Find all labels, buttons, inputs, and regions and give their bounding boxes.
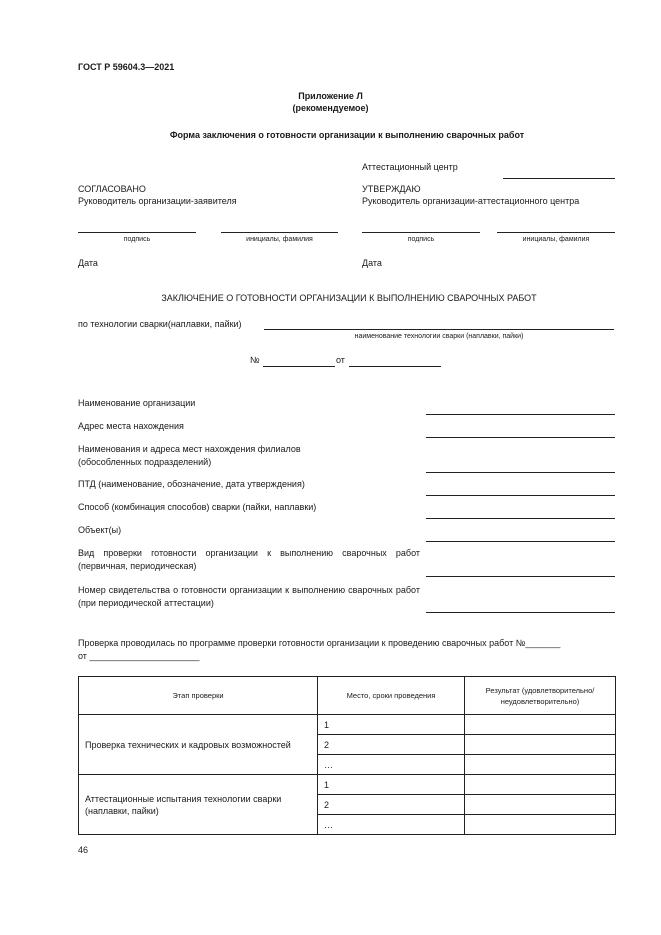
cert-center-line [503, 178, 615, 179]
applicant-head-role: Руководитель организации-заявителя [78, 196, 237, 206]
technology-caption: наименование технологии сварки (наплавки, пайки) [354, 333, 524, 340]
field-org-name: Наименование организации [78, 398, 196, 408]
row-number-cell: … [318, 755, 465, 775]
appendix-type: (рекомендуемое) [292, 103, 369, 113]
right-signature-line [362, 232, 480, 233]
field-certificate-number: Номер свидетельства о готовности организации к выполнению сварочных работ (при периодической аттестации) [78, 585, 420, 608]
form-title: Форма заключения о готовности организации к выполнению сварочных работ [169, 130, 525, 140]
number-line [263, 366, 335, 367]
appendix-title: Приложение Л [298, 91, 363, 101]
header-result: Результат (удовлетворительно/ неудовлетворительно) [465, 677, 616, 715]
program-line-2: от ______________________ [78, 651, 200, 661]
header-stage: Этап проверки [79, 677, 318, 715]
technology-line [264, 329, 614, 330]
field-objects: Объект(ы) [78, 525, 122, 535]
left-name-caption: инициалы, фамилия [246, 236, 313, 243]
stages-table [78, 676, 616, 835]
left-name-line [221, 232, 338, 233]
conclusion-title: ЗАКЛЮЧЕНИЕ О ГОТОВНОСТИ ОРГАНИЗАЦИИ К ВЫПОЛНЕНИЮ СВАРОЧНЫХ РАБОТ [161, 293, 537, 303]
right-name-line [497, 232, 615, 233]
page-number: 46 [78, 845, 89, 855]
field-check-type-line [426, 576, 615, 577]
header-place-dates: Место, сроки проведения [318, 677, 465, 715]
result-cell [465, 775, 616, 795]
row-number-cell: 2 [318, 735, 465, 755]
result-cell [465, 755, 616, 775]
field-welding-method: Способ (комбинация способов) сварки (пайки, наплавки) [78, 502, 317, 512]
field-certificate-number-line [426, 612, 615, 613]
result-cell [465, 715, 616, 735]
right-name-caption: инициалы, фамилия [522, 236, 590, 243]
field-branches: Наименования и адреса мест нахождения филиалов (обособленных подразделений) [78, 444, 301, 467]
field-branches-line [426, 472, 615, 473]
table-row [79, 715, 616, 735]
from-label: от [336, 355, 345, 365]
field-ptd-line [426, 495, 615, 496]
field-objects-line [426, 541, 615, 542]
field-welding-method-line [426, 518, 615, 519]
field-org-name-line [426, 414, 615, 415]
technology-label: по технологии сварки(наплавки, пайки) [78, 319, 242, 329]
right-date-label: Дата [362, 258, 382, 268]
table-row [79, 775, 616, 795]
field-address-line [426, 437, 615, 438]
date-line [349, 366, 441, 367]
program-line-1: Проверка проводилась по программе проверки готовности организации к проведению сварочных работ №_______ [78, 638, 561, 648]
left-date-label: Дата [78, 258, 98, 268]
field-address: Адрес места нахождения [78, 421, 184, 431]
result-cell [465, 735, 616, 755]
stage-cell: Проверка технических и кадровых возможностей [79, 715, 318, 775]
row-number-cell: … [318, 815, 465, 835]
field-check-type: Вид проверки готовности организации к выполнению сварочных работ (первичная, периодическая) [78, 548, 420, 571]
field-ptd: ПТД (наименование, обозначение, дата утверждения) [78, 479, 305, 489]
row-number-cell: 1 [318, 775, 465, 795]
center-head-role: Руководитель организации-аттестационного центра [362, 196, 580, 206]
right-signature-caption: подпись [407, 236, 435, 243]
standard-header: ГОСТ Р 59604.3—2021 [78, 62, 175, 72]
row-number-cell: 2 [318, 795, 465, 815]
cert-center-label: Аттестационный центр [362, 162, 458, 172]
result-cell [465, 795, 616, 815]
approve-heading: УТВЕРЖДАЮ [362, 184, 421, 194]
left-signature-line [78, 232, 196, 233]
stage-cell: Аттестационные испытания технологии сварки (наплавки, пайки) [79, 775, 318, 835]
left-signature-caption: подпись [123, 236, 151, 243]
result-cell [465, 815, 616, 835]
agreed-heading: СОГЛАСОВАНО [78, 184, 146, 194]
number-label: № [250, 355, 260, 365]
row-number-cell: 1 [318, 715, 465, 735]
